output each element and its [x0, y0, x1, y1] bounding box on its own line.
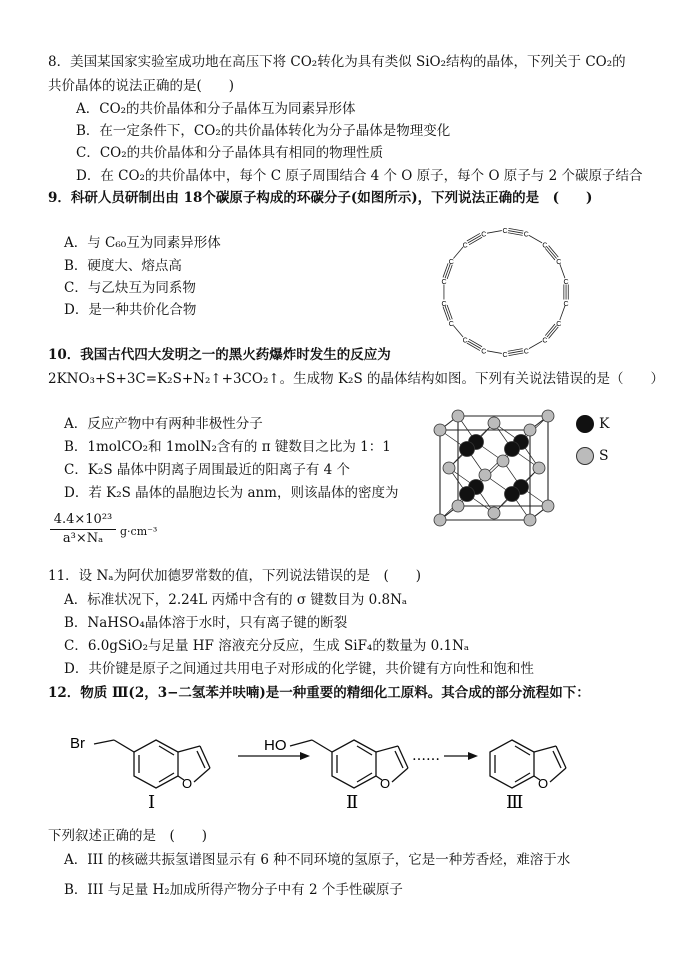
- q8-stem-line2: 共价晶体的说法正确的是( ): [48, 78, 235, 94]
- sulfur-atom: [488, 417, 500, 429]
- ring-carbon-atom: C: [542, 337, 548, 345]
- potassium-atom: [460, 487, 475, 502]
- q12-option-b: B．III 与足量 H₂加成所得产物分子中有 2 个手性碳原子: [64, 882, 403, 898]
- reaction-scheme: [60, 712, 580, 812]
- ring-bond: [487, 231, 502, 234]
- density-fraction: [48, 512, 118, 547]
- q9-stem: 9．科研人员研制出由 18个碳原子构成的环碳分子(如图所示)，下列说法正确的是 ( ): [48, 190, 593, 206]
- ring-carbon-atom: C: [542, 242, 548, 250]
- br-label: Br: [70, 735, 85, 752]
- dots: ……: [412, 748, 440, 764]
- ring-bond: [447, 265, 452, 279]
- sulfur-atom: [434, 424, 446, 436]
- ring-carbon-atom: C: [441, 279, 447, 287]
- density-denominator: a³×Nₐ: [62, 531, 104, 546]
- density-numerator: 4.4×10²³: [53, 512, 113, 527]
- ring-carbon-atom: C: [502, 228, 508, 235]
- sulfur-atom: [452, 410, 464, 422]
- ring-bond: [487, 351, 502, 354]
- ring-bond: [560, 264, 565, 278]
- sulfur-atom: [488, 507, 500, 519]
- ring-bond: [445, 264, 450, 278]
- q10-option-c: C．K₂S 晶体中阴离子周围最近的阳离子有 4 个: [64, 462, 351, 478]
- ring-carbon-atom: C: [481, 348, 487, 356]
- ring-carbon-atom: C: [563, 279, 569, 287]
- sulfur-atom: [479, 469, 491, 481]
- density-unit: g·cm⁻³: [120, 525, 158, 538]
- q10-stem-line1: 10．我国古代四大发明之一的黑火药爆炸时发生的反应为: [48, 347, 391, 363]
- q8-option-b: B．在一定条件下，CO₂的共价晶体转化为分子晶体是物理变化: [76, 123, 451, 139]
- potassium-atom: [505, 487, 520, 502]
- ring-carbon-atom: C: [448, 259, 454, 266]
- arrow-1-head: [300, 752, 310, 760]
- q12-ask: 下列叙述正确的是 ( ): [48, 828, 208, 844]
- ring-bond: [453, 325, 463, 337]
- label-i: Ⅰ: [148, 792, 156, 813]
- q10-option-d: D．若 K₂S 晶体的晶胞边长为 anm，则该晶体的密度为: [64, 485, 399, 501]
- fraction-bar: [50, 529, 116, 530]
- sulfur-atom: [533, 462, 545, 474]
- q9-option-b: B．硬度大、熔点高: [64, 258, 182, 274]
- ring-bond: [560, 306, 565, 320]
- legend-s-label: S: [599, 448, 609, 464]
- q12-option-a: A．III 的核磁共振氢谱图显示有 6 种不同环境的氢原子，它是一种芳香烃，难溶于水: [64, 852, 571, 868]
- q11-option-b: B．NaHSO₄晶体溶于水时，只有离子键的断裂: [64, 615, 348, 631]
- sulfur-atom: [542, 410, 554, 422]
- label-iii: Ⅲ: [506, 792, 524, 813]
- ring-carbon-atom: C: [563, 300, 569, 308]
- q10-stem-line2: 2KNO₃+S+3C=K₂S+N₂↑+3CO₂↑。生成物 K₂S 的晶体结构如图。下列有关说法错误的是（ ）: [48, 371, 665, 387]
- sulfur-atom: [443, 462, 455, 474]
- potassium-atom: [460, 442, 475, 457]
- o-label-i: O: [182, 776, 193, 791]
- ring-carbon-atom: C: [556, 321, 562, 328]
- q8-option-a: A．CO₂的共价晶体和分子晶体互为同素异形体: [76, 101, 356, 117]
- q11-stem: 11．设 Nₐ为阿伏加德罗常数的值，下列说法错误的是 ( ): [48, 568, 422, 584]
- sulfur-atom: [434, 514, 446, 526]
- ring-bond: [453, 247, 463, 259]
- sulfur-atom: [542, 500, 554, 512]
- ring-carbon-atom: C: [481, 231, 487, 239]
- ring-carbon-atom: C: [523, 348, 529, 356]
- q11-option-d: D．共价键是原子之间通过共用电子对形成的化学键，共价键有方向性和饱和性: [64, 661, 534, 677]
- q10-option-b: B．1molCO₂和 1molN₂含有的 π 键数目之比为 1：1: [64, 439, 391, 455]
- ring-carbon-atom: C: [462, 242, 468, 250]
- legend-s-dot: [575, 446, 595, 466]
- ring-carbon-atom: C: [462, 337, 468, 345]
- label-ii: Ⅱ: [346, 792, 359, 813]
- ring-bond: [529, 341, 542, 349]
- q8-option-c: C．CO₂的共价晶体和分子晶体具有相同的物理性质: [76, 145, 384, 161]
- legend-k-label: K: [599, 416, 610, 432]
- q9-option-d: D．是一种共价化合物: [64, 302, 197, 318]
- q12-stem: 12．物质 Ⅲ(2，3−二氢苯并呋喃)是一种重要的精细化工原料。其合成的部分流程如下：: [48, 685, 590, 701]
- arrow-2-head: [468, 752, 478, 760]
- compound-ii-structure: [290, 740, 408, 788]
- potassium-atom: [505, 442, 520, 457]
- k2s-crystal-figure: [432, 398, 557, 513]
- ring-bond: [447, 305, 452, 319]
- q11-option-c: C．6.0gSiO₂与足量 HF 溶液充分反应，生成 SiF₄的数量为 0.1Nₐ: [64, 638, 470, 654]
- o-label-iii: O: [538, 776, 549, 791]
- sulfur-atom: [524, 514, 536, 526]
- q9-option-a: A．与 C₆₀互为同素异形体: [64, 235, 221, 251]
- ring-bond: [443, 307, 448, 321]
- q11-option-a: A．标准状况下，2.24L 丙烯中含有的 σ 键数目为 0.8Nₐ: [64, 592, 408, 608]
- ring-carbon-atom: C: [448, 321, 454, 328]
- compound-iii-structure: [490, 740, 566, 788]
- ring-carbon-atom: C: [556, 259, 562, 266]
- compound-i-structure: [94, 740, 210, 788]
- ring-carbon-atom: C: [523, 231, 529, 239]
- ho-label: HO: [264, 737, 287, 754]
- ring-bond: [445, 306, 450, 320]
- q10-option-a: A．反应产物中有两种非极性分子: [64, 416, 263, 432]
- o-label-ii: O: [380, 776, 391, 791]
- q8-option-d: D．在 CO₂的共价晶体中，每个 C 原子周围结合 4 个 O 原子，每个 O 原子与 2 个碳原子结合: [76, 168, 643, 184]
- ring-carbon-atom: C: [502, 352, 508, 359]
- sulfur-atom: [452, 500, 464, 512]
- ring-bond: [443, 263, 448, 277]
- sulfur-atom: [497, 455, 509, 467]
- ring-bond: [529, 235, 542, 243]
- legend-k-dot: [575, 414, 595, 434]
- ring-carbon-atom: C: [441, 300, 447, 308]
- sulfur-atom: [524, 424, 536, 436]
- q8-stem-line1: 8．美国某国家实验室成功地在高压下将 CO₂转化为具有类似 SiO₂结构的晶体，下列关于 CO₂的: [48, 54, 626, 70]
- q9-option-c: C．与乙炔互为同系物: [64, 280, 196, 296]
- cyclocarbon-ring-figure: [430, 220, 580, 365]
